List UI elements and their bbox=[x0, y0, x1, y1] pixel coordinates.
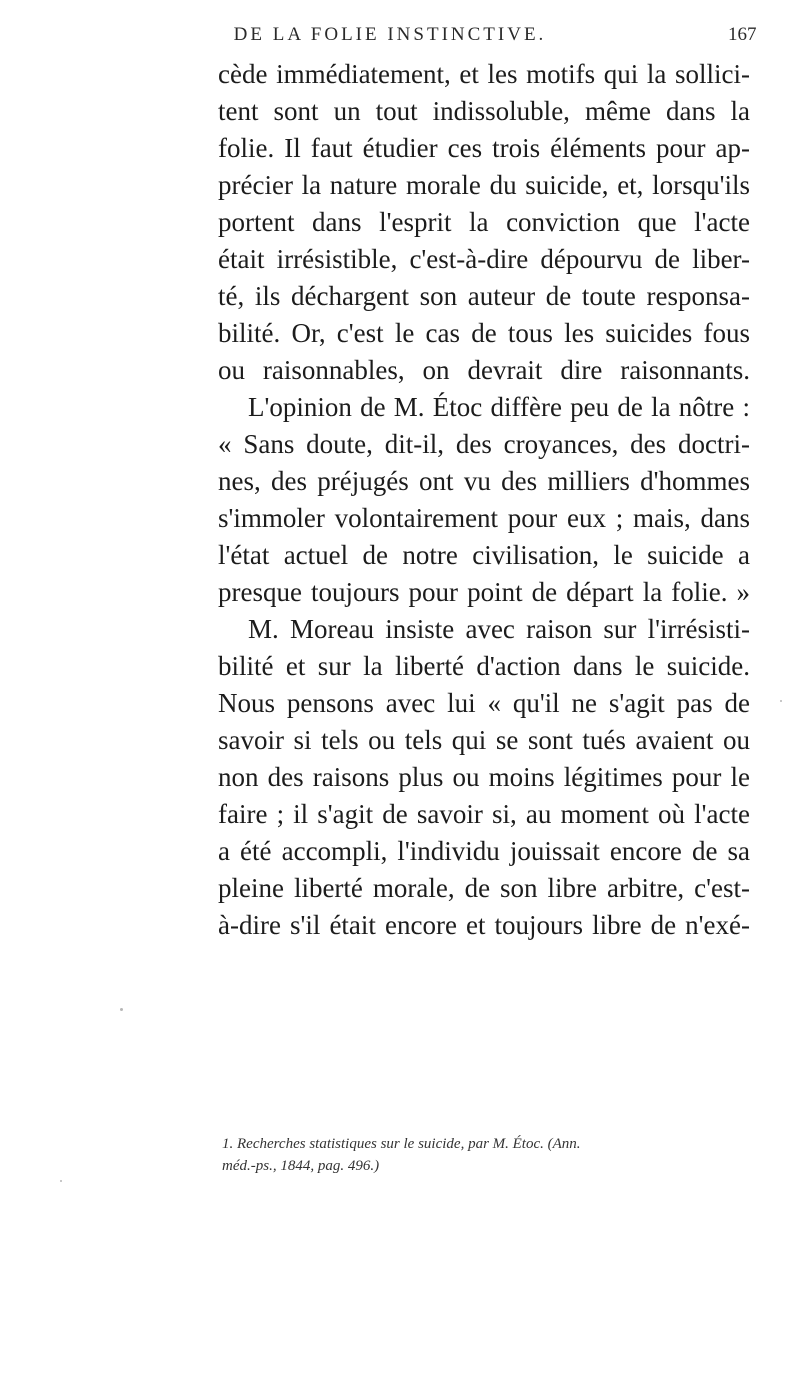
text-line: M. Moreau insiste avec raison sur l'irrésisti- bbox=[248, 614, 750, 644]
running-head: DE LA FOLIE INSTINCTIVE. bbox=[233, 24, 547, 45]
text-line: tent sont un tout indissoluble, même dans la bbox=[218, 96, 750, 126]
text-line: Nous pensons avec lui « qu'il ne s'agit pas de bbox=[218, 688, 750, 718]
text-line: bilité. Or, c'est le cas de tous les suicides fous bbox=[218, 318, 750, 348]
text-line: folie. Il faut étudier ces trois éléments pour ap- bbox=[218, 133, 750, 163]
text-line: L'opinion de M. Étoc diffère peu de la nôtre : bbox=[248, 392, 750, 422]
text-line: précier la nature morale du suicide, et, lorsqu'ils bbox=[218, 170, 750, 200]
text-line: portent dans l'esprit la conviction que l'acte bbox=[218, 207, 750, 237]
text-line: l'état actuel de notre civilisation, le suicide a bbox=[218, 540, 750, 570]
paper-speck bbox=[120, 1008, 123, 1011]
paper-speck bbox=[60, 1180, 62, 1182]
text-line: « Sans doute, dit-il, des croyances, des doctri- bbox=[218, 429, 750, 459]
paper-speck bbox=[780, 700, 782, 702]
page-number: 167 bbox=[728, 24, 757, 45]
footnote-line: méd.-ps., 1844, pag. 496.) bbox=[222, 1158, 380, 1174]
text-line: a été accompli, l'individu jouissait encore de sa bbox=[218, 836, 750, 866]
text-line: s'immoler volontairement pour eux ; mais, dans bbox=[218, 503, 750, 533]
text-line: bilité et sur la liberté d'action dans le suicide. bbox=[218, 651, 750, 681]
footnote bbox=[222, 1133, 752, 1177]
text-line: presque toujours pour point de départ la folie. » bbox=[218, 577, 750, 607]
text-line: pleine liberté morale, de son libre arbitre, c'est- bbox=[218, 873, 750, 903]
body-text bbox=[218, 56, 750, 944]
text-line: té, ils déchargent son auteur de toute responsa- bbox=[218, 281, 750, 311]
text-line: nes, des préjugés ont vu des milliers d'hommes bbox=[218, 466, 750, 496]
text-line: ou raisonnables, on devrait dire raisonnants. bbox=[218, 355, 750, 385]
text-line: non des raisons plus ou moins légitimes pour le bbox=[218, 762, 750, 792]
text-line: cède immédiatement, et les motifs qui la sollici- bbox=[218, 59, 750, 89]
footnote-line: 1. Recherches statistiques sur le suicide, par M. Étoc. (Ann. bbox=[222, 1136, 581, 1152]
text-line: faire ; il s'agit de savoir si, au moment où l'acte bbox=[218, 799, 750, 829]
text-line: était irrésistible, c'est-à-dire dépourvu de liber- bbox=[218, 244, 750, 274]
text-line: savoir si tels ou tels qui se sont tués avaient ou bbox=[218, 725, 750, 755]
text-line: à-dire s'il était encore et toujours libre de n'exé- bbox=[218, 910, 750, 940]
